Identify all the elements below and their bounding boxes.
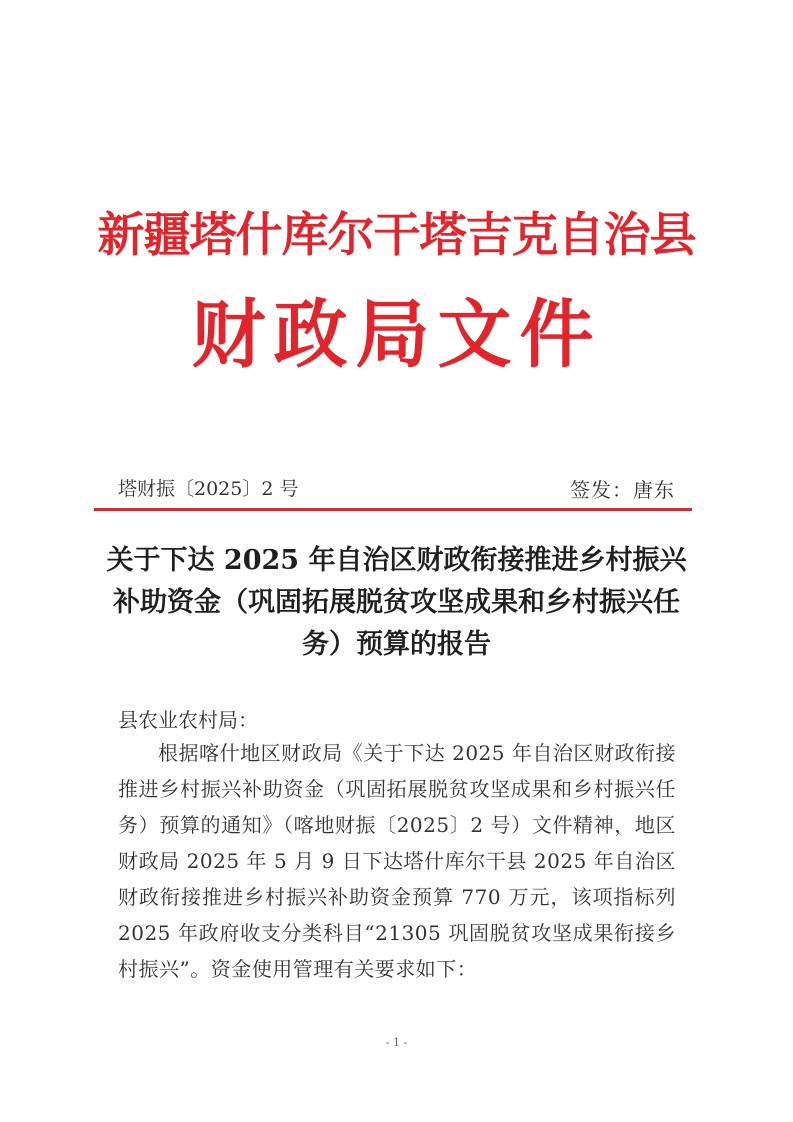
page-number: - 1 - xyxy=(385,1036,408,1049)
recipient: 县农业农村局： xyxy=(118,708,258,732)
document-number: 塔财振〔2025〕2 号 xyxy=(118,478,299,500)
signer: 签发：唐东 xyxy=(570,478,675,502)
red-divider-line xyxy=(94,508,692,511)
body-paragraph: 根据喀什地区财政局《关于下达 2025 年自治区财政衔接推进乡村振兴补助资金（巩固拓展脱贫攻坚成果和乡村振兴任务）预算的通知》（喀地财振〔2025〕2 号）文件精神，地区财政局 2025 年 5 月 9 日下达塔什库尔干县 2025 年自治区财政衔接推进乡村振兴补助资金预算 770 万元，该项指标列 2025 年政府收支分类科目“21305 巩固脱贫攻坚成果衔接乡村振兴”。资金使用管理有关要求如下： xyxy=(118,741,676,981)
issuer-name-line1: 新疆塔什库尔干塔吉克自治县 xyxy=(97,208,696,263)
issuer-name-line2: 财政局文件 xyxy=(191,292,602,378)
document-title: 关于下达 2025 年自治区财政衔接推进乡村振兴补助资金（巩固拓展脱贫攻坚成果和乡村振兴任务）预算的报告 xyxy=(106,545,687,660)
